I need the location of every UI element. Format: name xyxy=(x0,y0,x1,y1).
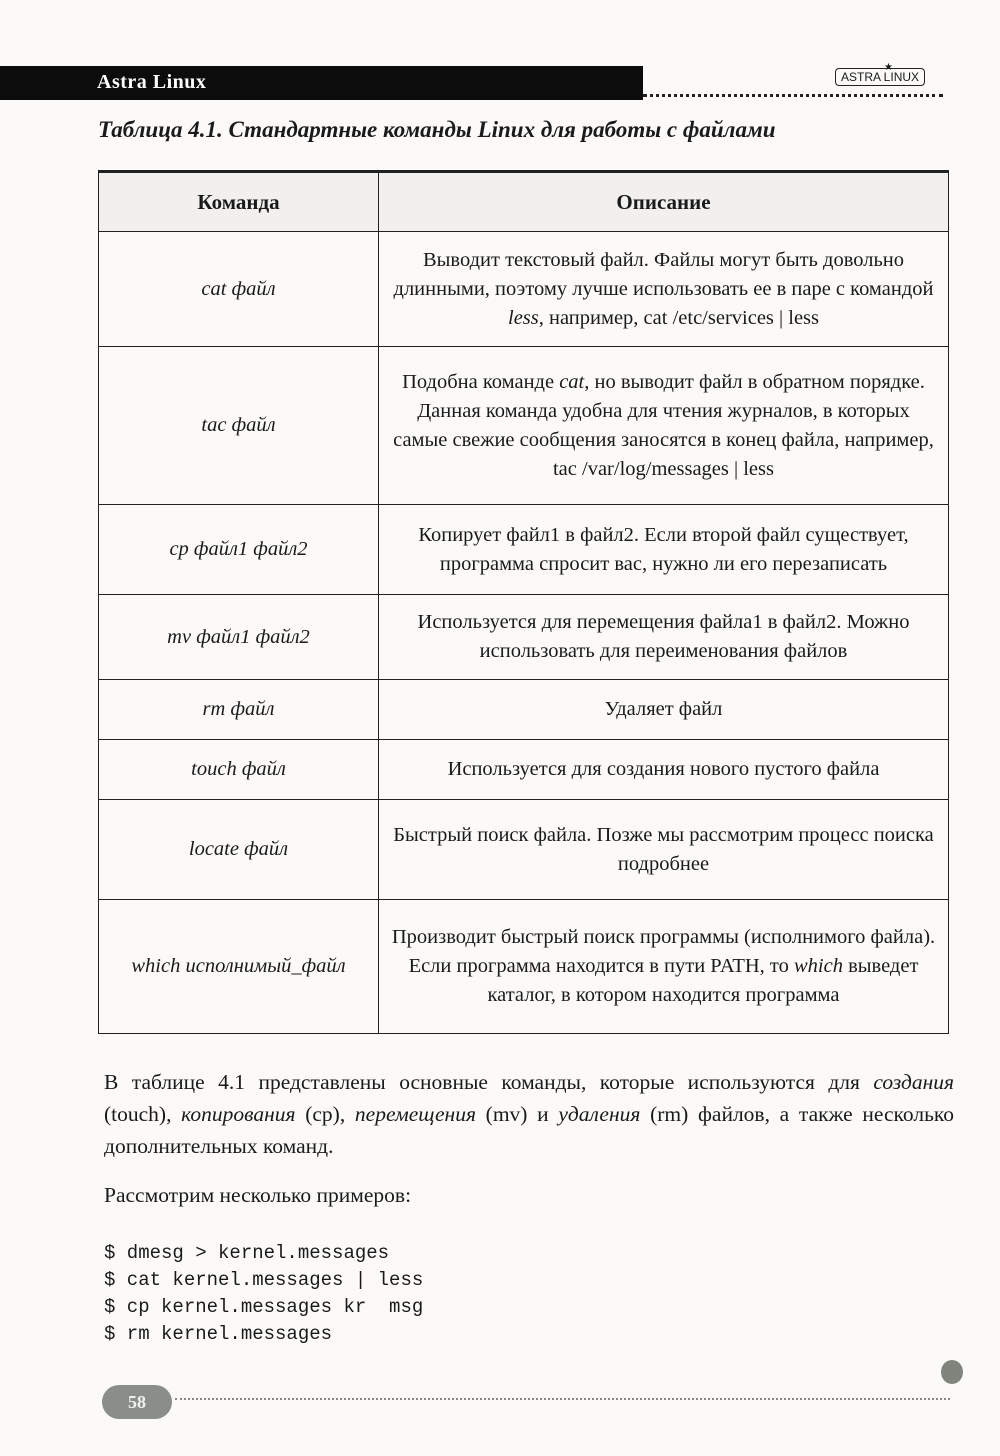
text-segment: Выводит текстовый файл. Файлы могут быть довольно длинными, поэтому лучше использовать ее в паре с командой xyxy=(393,248,934,300)
commands-table xyxy=(98,170,949,1034)
text-segment: Удаляет файл xyxy=(604,698,723,720)
command-cell: which исполнимый_файл xyxy=(99,900,379,1034)
table-row xyxy=(99,347,949,505)
text-segment: (cp), xyxy=(295,1102,355,1126)
text-segment: Подобна команде xyxy=(402,370,560,393)
italic-term: which xyxy=(794,955,843,977)
table-row xyxy=(99,740,949,800)
code-line: $ dmesg > kernel.messages xyxy=(104,1242,390,1264)
footer-divider xyxy=(175,1398,950,1400)
text-segment: (touch), xyxy=(104,1102,182,1126)
astra-linux-logo: ★ ASTRA LINUX xyxy=(835,68,925,86)
command-cell: tac файл xyxy=(99,347,379,505)
command-cell: touch файл xyxy=(99,740,379,800)
table-row xyxy=(99,232,949,347)
text-segment: , но выводит файл в обратном порядке. Данная команда удобна для чтения журналов, в которых самые свежие сообщения заносятся в конец файла, например, tac /var/log/messages | less xyxy=(393,370,934,480)
table-caption: Таблица 4.1. Стандартные команды Linux для работы с файлами xyxy=(98,117,776,142)
description-cell xyxy=(379,505,949,595)
description-cell xyxy=(379,595,949,680)
column-header-command: Команда xyxy=(99,172,379,232)
table-row xyxy=(99,680,949,740)
italic-term: cat xyxy=(559,370,585,393)
description-cell xyxy=(379,900,949,1034)
italic-term: копирования xyxy=(181,1102,296,1126)
code-line: $ cat kernel.messages | less xyxy=(104,1269,424,1291)
text-segment: Используется для перемещения файла1 в файл2. Можно использовать для переименования файлов xyxy=(417,611,910,662)
text-segment: Копирует файл1 в файл2. Если второй файл существует, программа спросит вас, нужно ли его перезаписать xyxy=(418,523,909,575)
code-line: $ rm kernel.messages xyxy=(104,1323,333,1345)
body-paragraph xyxy=(104,1066,954,1162)
description-cell xyxy=(379,347,949,505)
italic-term: перемещения xyxy=(354,1102,476,1126)
star-icon: ★ xyxy=(884,62,893,73)
running-title: Astra Linux xyxy=(97,71,207,93)
table-header-row xyxy=(99,172,949,232)
description-cell xyxy=(379,800,949,900)
table-row xyxy=(99,505,949,595)
description-cell xyxy=(379,740,949,800)
command-cell: mv файл1 файл2 xyxy=(99,595,379,680)
description-cell xyxy=(379,232,949,347)
command-cell: locate файл xyxy=(99,800,379,900)
text-segment: выведет каталог, в котором находится программа xyxy=(487,955,919,1006)
text-segment: Используется для создания нового пустого файла xyxy=(447,758,880,780)
text-segment: Быстрый поиск файла. Позже мы рассмотрим процесс поиска подробнее xyxy=(393,823,934,875)
text-segment: Производит быстрый поиск программы (исполнимого файла). Если программа находится в пути PATH, то xyxy=(391,926,936,977)
body-paragraph-examples: Рассмотрим несколько примеров: xyxy=(104,1183,412,1207)
text-segment: (rm) файлов, а также несколько дополнительных команд. xyxy=(104,1102,954,1158)
text-segment: , например, cat /etc/services | less xyxy=(538,306,819,329)
header-divider xyxy=(643,94,943,97)
italic-term: less xyxy=(508,306,539,329)
description-cell xyxy=(379,680,949,740)
text-segment: В таблице 4.1 представлены основные команды, которые используются для xyxy=(104,1070,874,1094)
page-number: 58 xyxy=(102,1385,172,1419)
table-row xyxy=(99,900,949,1034)
command-cell: rm файл xyxy=(99,680,379,740)
table-row xyxy=(99,800,949,900)
italic-term: удаления xyxy=(558,1102,641,1126)
italic-term: создания xyxy=(873,1070,954,1094)
text-segment: (mv) и xyxy=(475,1102,559,1126)
code-block xyxy=(104,1240,423,1348)
table-row xyxy=(99,595,949,680)
command-cell: cp файл1 файл2 xyxy=(99,505,379,595)
column-header-description: Описание xyxy=(379,172,949,232)
running-header-bar xyxy=(0,66,643,100)
command-cell: cat файл xyxy=(99,232,379,347)
page-dot-ornament xyxy=(941,1360,963,1384)
code-line: $ cp kernel.messages kr msg xyxy=(104,1296,424,1318)
